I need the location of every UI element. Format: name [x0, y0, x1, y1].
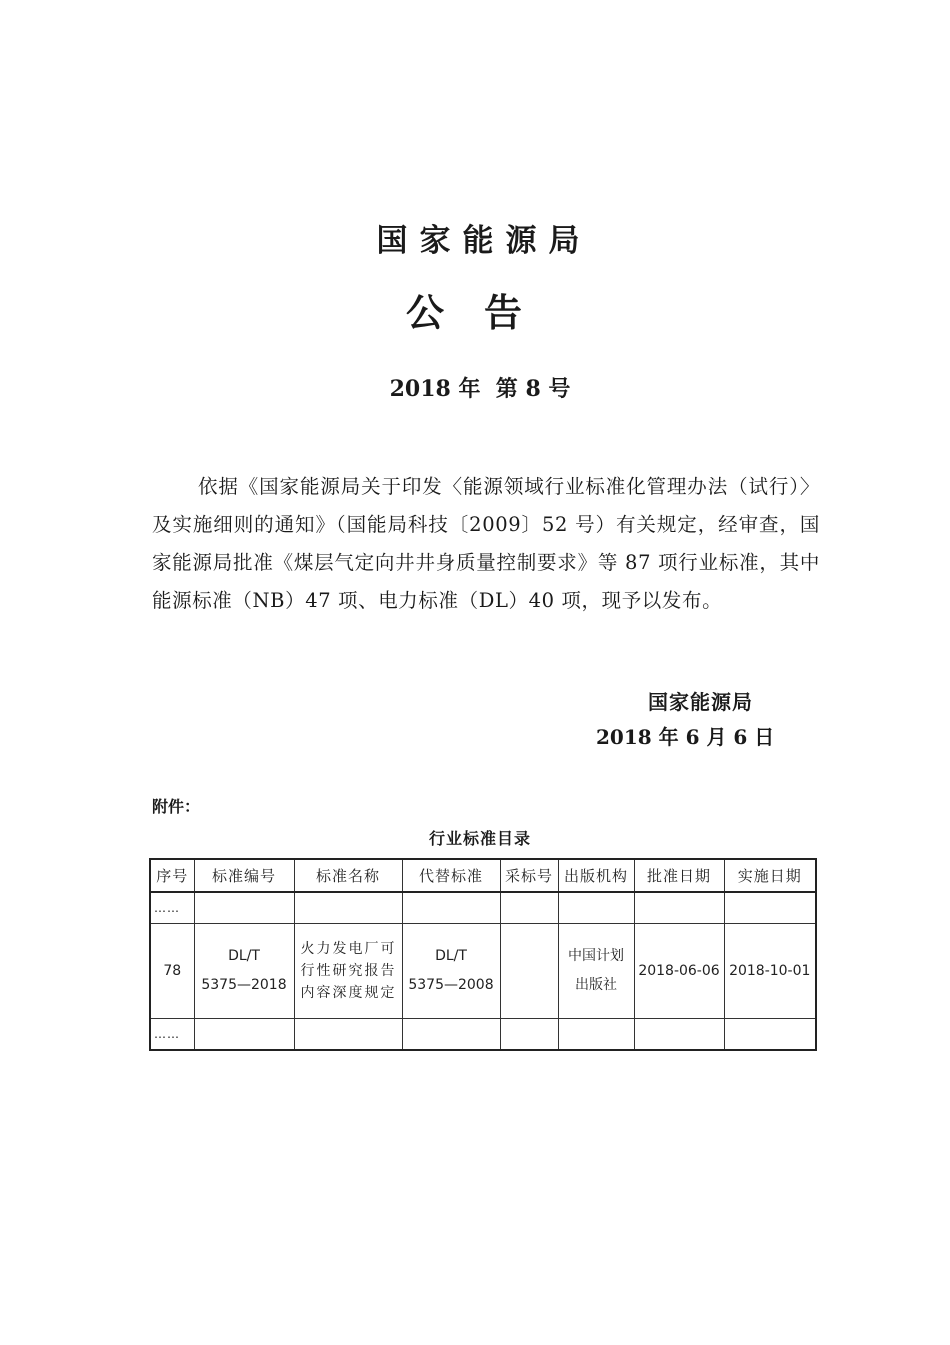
row-approve-date	[634, 1019, 724, 1051]
table-row	[150, 1019, 816, 1051]
row-approve-date: 2018-06-06	[634, 924, 724, 1019]
row-seq: ……	[150, 892, 194, 924]
header-implement-date: 实施日期	[724, 859, 816, 892]
row-adopt	[500, 1019, 558, 1051]
issuer-title: 国家能源局	[376, 223, 592, 259]
header-approve-date: 批准日期	[634, 859, 724, 892]
header-name: 标准名称	[294, 859, 402, 892]
row-adopt	[500, 892, 558, 924]
announcement-body: 依据《国家能源局关于印发〈能源领域行业标准化管理办法（试行）〉及实施细则的通知》（国能局科技〔2009〕52 号）有关规定，经审查，国家能源局批准《煤层气定向井井身质量控制要求》等 87 项行业标准，其中能源标准（NB）47 项、电力标准（DL）40 项，现予以发布。	[152, 475, 820, 612]
table-row	[150, 892, 816, 924]
row-publisher	[558, 892, 634, 924]
row-seq: ……	[150, 1019, 194, 1051]
row-replace	[402, 924, 500, 1019]
header-publisher: 出版机构	[558, 859, 634, 892]
row-replace	[402, 892, 500, 924]
table-row	[150, 924, 816, 1019]
row-publisher	[558, 1019, 634, 1051]
row-adopt	[500, 924, 558, 1019]
row-publisher-line2: 出版社	[575, 977, 617, 993]
row-code	[194, 924, 294, 1019]
table-header-row	[150, 859, 816, 892]
table-title: 行业标准目录	[428, 829, 531, 848]
row-replace-line2: 5375—2008	[408, 977, 494, 993]
header-replace: 代替标准	[402, 859, 500, 892]
header-seq: 序号	[150, 859, 194, 892]
row-code	[194, 892, 294, 924]
header-adopt: 采标号	[500, 859, 558, 892]
row-publisher-line1: 中国计划	[568, 948, 624, 964]
row-code-line1: DL/T	[228, 948, 260, 964]
row-name	[294, 892, 402, 924]
row-approve-date	[634, 892, 724, 924]
row-implement-date	[724, 1019, 816, 1051]
row-name	[294, 1019, 402, 1051]
row-replace	[402, 1019, 500, 1051]
standards-table	[149, 858, 817, 1051]
row-name: 火力发电厂可行性研究报告内容深度规定	[294, 924, 402, 1019]
row-implement-date: 2018-10-01	[724, 924, 816, 1019]
row-replace-line1: DL/T	[435, 948, 467, 964]
announcement-number: 2018 年 第 8 号	[389, 376, 571, 402]
row-implement-date	[724, 892, 816, 924]
row-seq: 78	[150, 924, 194, 1019]
doc-type-title: 公告	[405, 291, 562, 335]
signature-org: 国家能源局	[648, 690, 753, 714]
row-code	[194, 1019, 294, 1051]
row-code-line2: 5375—2018	[201, 977, 287, 993]
row-publisher	[558, 924, 634, 1019]
signature-date: 2018 年 6 月 6 日	[596, 725, 775, 749]
attachment-label: 附件：	[152, 797, 201, 816]
header-code: 标准编号	[194, 859, 294, 892]
